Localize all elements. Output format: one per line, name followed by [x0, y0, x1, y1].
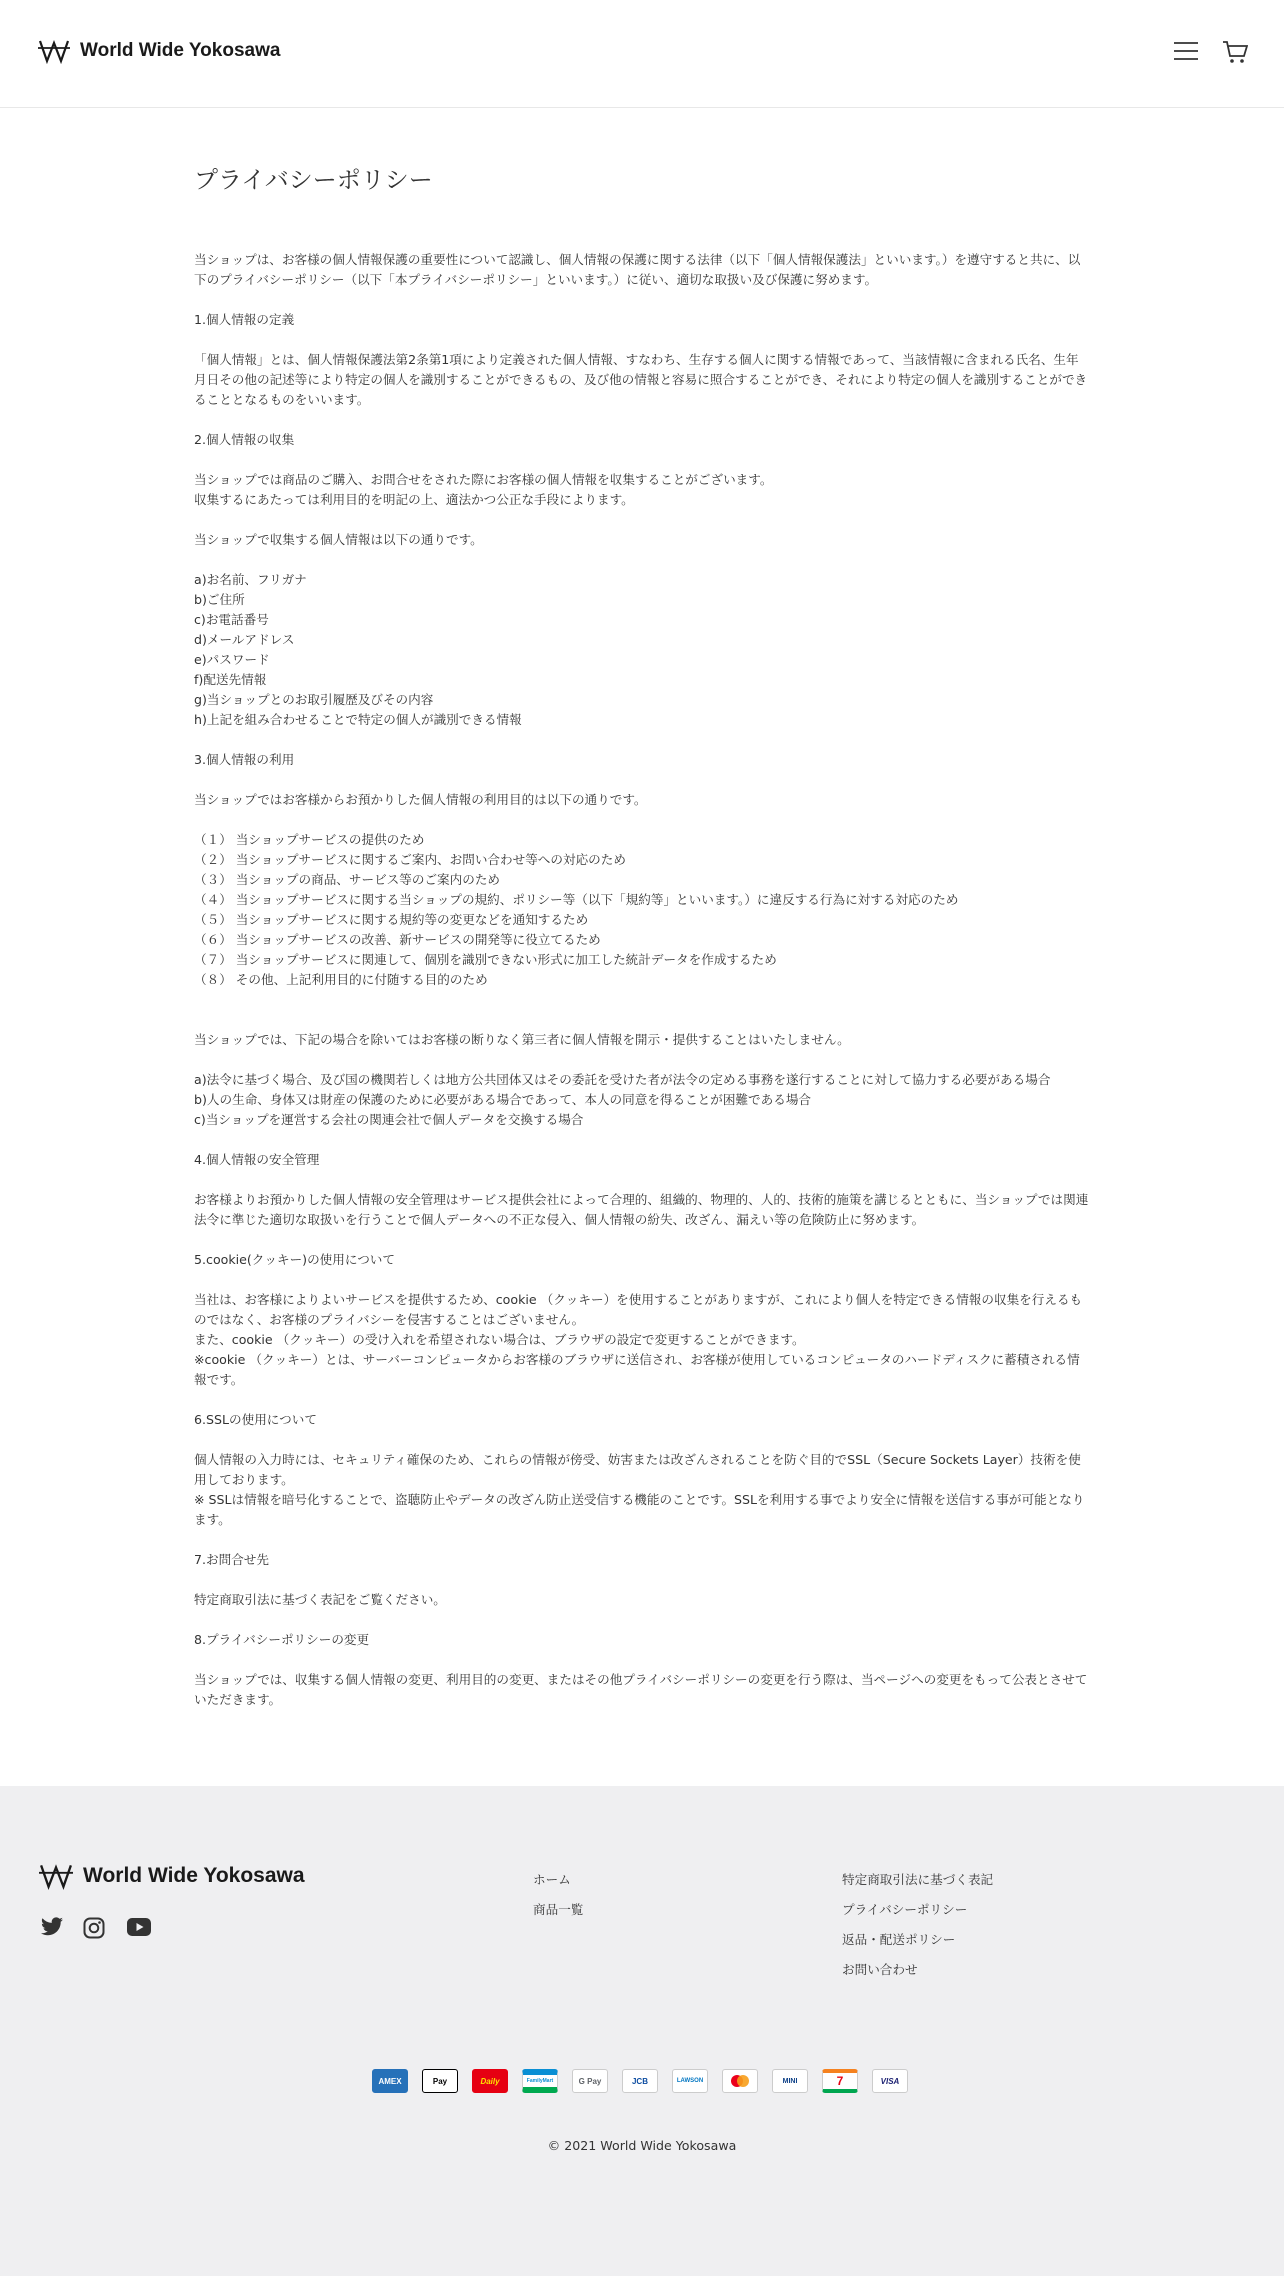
footer-link-legal-notice[interactable]: 特定商取引法に基づく表記 [842, 1872, 994, 1887]
footer-link-return-policy[interactable]: 返品・配送ポリシー [842, 1932, 956, 1947]
footer-nav-main [533, 1872, 583, 1918]
paragraph: 当ショップでは商品のご購入、お問合せをされた際にお客様の個人情報を収集することがございます。 収集するにあたっては利用目的を明記の上、適法かつ公正な手段によります。 [194, 472, 773, 507]
brand-name: World Wide Yokosawa [80, 40, 281, 61]
site-header [0, 0, 1284, 108]
paragraph: 当ショップで収集する個人情報は以下の通りです。 [194, 532, 483, 547]
daily-yamazaki-icon: Daily [472, 2069, 508, 2093]
section-heading: 2.個人情報の収集 [194, 432, 295, 447]
footer-brand-name: World Wide Yokosawa [83, 1864, 305, 1887]
footer-link-contact[interactable]: お問い合わせ [842, 1962, 918, 1977]
privacy-policy-content [194, 160, 1090, 1730]
section-heading: 7.お問合せ先 [194, 1552, 269, 1567]
footer-nav-policies [842, 1872, 993, 1978]
ministop-icon: MINI [772, 2069, 808, 2093]
section-heading: 5.cookie(クッキー)の使用について [194, 1252, 395, 1267]
footer-link-products[interactable]: 商品一覧 [533, 1902, 584, 1917]
site-footer [0, 1786, 1284, 2276]
copyright: © 2021 World Wide Yokosawa [547, 2138, 737, 2153]
paragraph: 当ショップでは、下記の場合を除いてはお客様の断りなく第三者に個人情報を開示・提供することはいたしません。 [194, 1032, 850, 1047]
footer-link-privacy-policy[interactable]: プライバシーポリシー [842, 1902, 968, 1917]
seven-eleven-icon: 7 [822, 2069, 858, 2093]
lawson-icon: LAWSON [672, 2069, 708, 2093]
footer-logo-link[interactable] [39, 1862, 305, 1890]
hamburger-menu-icon[interactable] [1173, 40, 1199, 66]
paragraph: 個人情報の入力時には、セキュリティ確保のため、これらの情報が傍受、妨害または改ざんされることを防ぐ目的でSSL（Secure Sockets Layer）技術を使用しております。 ※ SSLは情報を暗号化することで、盗聴防止やデータの改ざん防止送受信する機能のことです。SSLを利用する事でより安全に情報を送信する事が可能となります。 [194, 1452, 1085, 1527]
apple-pay-icon: Pay [422, 2069, 458, 2093]
logo-mark-icon [39, 1862, 73, 1890]
intro-paragraph: 当ショップは、お客様の個人情報保護の重要性について認識し、個人情報の保護に関する法律（以下「個人情報保護法」といいます。）を遵守すると共に、以下のプライバシーポリシー（以下「本プライバシーポリシー」といいます。）に従い、適切な取扱い及び保護に努めます。 [194, 252, 1081, 287]
familymart-icon: FamilyMart [522, 2069, 558, 2093]
page-title: プライバシーポリシー [194, 166, 433, 194]
paragraph: 「個人情報」とは、個人情報保護法第2条第1項により定義された個人情報、すなわち、生存する個人に関する情報であって、当該情報に含まれる氏名、生年月日その他の記述等により特定の個人を識別することができるもの、及び他の情報と容易に照合することができ、それにより特定の個人を識別することができることとなるものをいいます。 [194, 352, 1088, 407]
twitter-icon[interactable] [40, 1917, 64, 1941]
section-heading: 4.個人情報の安全管理 [194, 1152, 320, 1167]
youtube-icon[interactable] [127, 1917, 151, 1941]
purpose-list: （１） 当ショップサービスの提供のため （２） 当ショップサービスに関するご案内、お問い合わせ等への対応のため （３） 当ショップの商品、サービス等のご案内のため （４） 当ショップサービスに関する当ショップの規約、ポリシー等（以下「規約等」といいます。）に違反する行為に対する対応のため （５） 当ショップサービスに関する規約等の変更などを通知するため （６） 当ショップサービスの改善、新サービスの開発等に役立てるため （７） 当ショップサービスに関連して、個別を識別できない形式に加工した統計データを作成するため （８） その他、上記利用目的に付随する目的のため [194, 832, 959, 987]
section-heading: 3.個人情報の利用 [194, 752, 295, 767]
logo-mark-icon [38, 38, 70, 64]
paragraph: お客様よりお預かりした個人情報の安全管理はサービス提供会社によって合理的、組織的、物理的、人的、技術的施策を講じるとともに、当ショップでは関連法令に準じた適切な取扱いを行うことで個人データへの不正な侵入、個人情報の紛失、改ざん、漏えい等の危険防止に努めます。 [194, 1192, 1089, 1227]
amex-icon: AMEX [372, 2069, 408, 2093]
mastercard-icon [722, 2069, 758, 2093]
jcb-icon: JCB [622, 2069, 658, 2093]
instagram-icon[interactable] [83, 1917, 105, 1943]
collected-info-list: a)お名前、フリガナ b)ご住所 c)お電話番号 d)メールアドレス e)パスワード f)配送先情報 g)当ショップとのお取引履歴及びその内容 h)上記を組み合わせることで特定の個人が識別できる情報 [194, 572, 522, 727]
exception-list: a)法令に基づく場合、及び国の機関若しくは地方公共団体又はその委託を受けた者が法令の定める事務を遂行することに対して協力する必要がある場合 b)人の生命、身体又は財産の保護のために必要がある場合であって、本人の同意を得ることが困難である場合 c)当ショップを運営する会社の関連会社で個人データを交換する場合 [194, 1072, 1051, 1127]
paragraph: 当社は、お客様によりよいサービスを提供するため、cookie （クッキー）を使用することがありますが、これにより個人を特定できる情報の収集を行えるものではなく、お客様のプライバシーを侵害することはございません。 また、cookie （クッキー）の受け入れを希望されない場合は、ブラウザの設定で変更することができます。 ※cookie （クッキー）とは、サーバーコンピュータからお客様のブラウザに送信され、お客様が使用しているコンピュータのハードディスクに蓄積される情報です。 [194, 1292, 1083, 1387]
footer-link-home[interactable]: ホーム [533, 1872, 571, 1887]
visa-icon: VISA [872, 2069, 908, 2093]
paragraph: 特定商取引法に基づく表記をご覧ください。 [194, 1592, 446, 1607]
section-heading: 1.個人情報の定義 [194, 312, 295, 327]
section-heading: 8.プライバシーポリシーの変更 [194, 1632, 370, 1647]
paragraph: 当ショップでは、収集する個人情報の変更、利用目的の変更、またはその他プライバシーポリシーの変更を行う際は、当ページへの変更をもって公表とさせていただきます。 [194, 1672, 1088, 1707]
shopping-cart-icon[interactable] [1222, 40, 1248, 68]
section-heading: 6.SSLの使用について [194, 1412, 317, 1427]
paragraph: 当ショップではお客様からお預かりした個人情報の利用目的は以下の通りです。 [194, 792, 647, 807]
payment-methods [372, 2069, 922, 2093]
google-pay-icon: G Pay [572, 2069, 608, 2093]
site-logo-link[interactable] [38, 38, 280, 64]
